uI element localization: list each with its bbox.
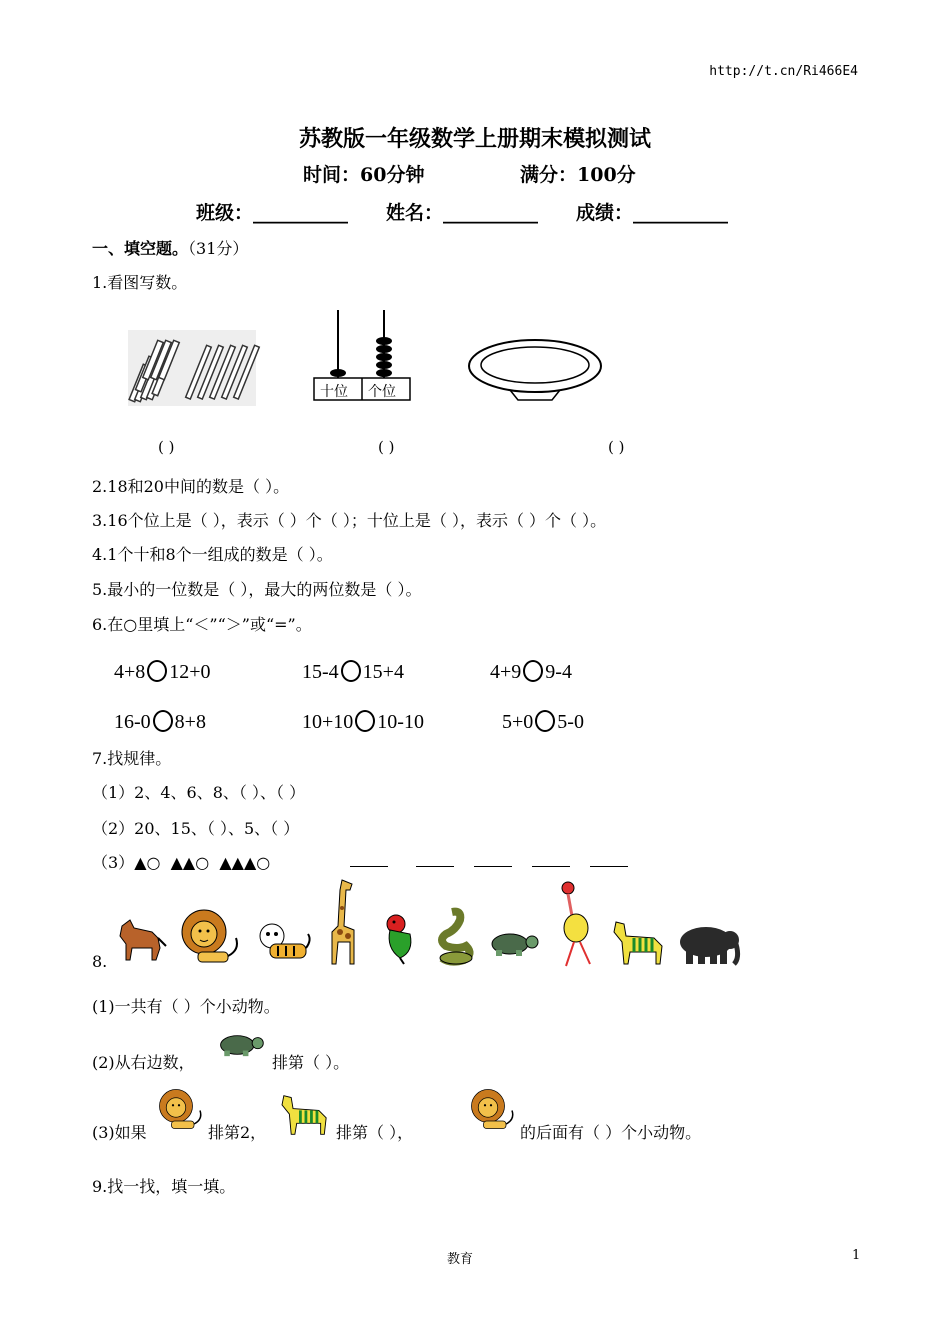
section-heading bbox=[92, 236, 248, 259]
question-8-3c: 排第（ ）， bbox=[336, 1123, 414, 1142]
compare-circle[interactable] bbox=[341, 660, 361, 682]
question-5: 5.最小的一位数是（ ），最大的两位数是（ ）。 bbox=[92, 580, 422, 599]
time-label: 时间：60分钟 bbox=[303, 164, 425, 186]
compare-item bbox=[490, 660, 572, 684]
section-points: （31分） bbox=[188, 239, 249, 258]
question-3: 3.16个位上是（ ），表示（ ）个（ ）；十位上是（ ），表示（ ）个（ ）。 bbox=[92, 511, 607, 530]
question-8-3d: 的后面有（ ）个小动物。 bbox=[520, 1123, 702, 1142]
horse-icon bbox=[112, 914, 168, 966]
question-7-1: （1）2、4、6、8、（ ）、（ ） bbox=[92, 783, 306, 802]
lion-icon bbox=[158, 1086, 206, 1132]
question-8-2a: (2)从右边数， bbox=[92, 1053, 195, 1072]
compare-circle[interactable] bbox=[153, 710, 173, 732]
compare-left: 15-4 bbox=[302, 661, 339, 683]
zebra-icon bbox=[278, 1092, 332, 1138]
pattern-blank[interactable] bbox=[590, 866, 628, 867]
compare-right: 5-0 bbox=[557, 711, 584, 733]
question-7-3 bbox=[92, 850, 270, 873]
compare-item bbox=[114, 710, 206, 734]
pattern-blank[interactable] bbox=[532, 866, 570, 867]
abacus bbox=[314, 310, 410, 402]
compare-circle[interactable] bbox=[147, 660, 167, 682]
pattern-group: ▲○ bbox=[134, 853, 161, 872]
question-1: 1.看图写数。 bbox=[92, 273, 188, 292]
giraffe-icon bbox=[318, 878, 362, 968]
pattern-blank[interactable] bbox=[474, 866, 512, 867]
elephant-icon bbox=[672, 924, 740, 966]
question-4: 4.1个十和8个一组成的数是（ ）。 bbox=[92, 545, 333, 564]
pattern-group: ▲▲▲○ bbox=[219, 853, 271, 872]
source-url: http://t.cn/Ri466E4 bbox=[709, 64, 858, 79]
compare-circle[interactable] bbox=[523, 660, 543, 682]
tiger-icon bbox=[256, 920, 312, 966]
question-2: 2.18和20中间的数是（ ）。 bbox=[92, 477, 290, 496]
compare-left: 4+8 bbox=[114, 661, 146, 683]
compare-item bbox=[502, 710, 584, 734]
compare-right: 10-10 bbox=[377, 711, 424, 733]
compare-left: 10+10 bbox=[302, 711, 354, 733]
class-field[interactable]: 班级：__________ bbox=[196, 202, 349, 224]
compare-left: 4+9 bbox=[490, 661, 522, 683]
abacus-tens-label: 十位 bbox=[320, 384, 348, 400]
section-title: 一、填空题。 bbox=[92, 239, 189, 258]
question-7-2: （2）20、15、（ ）、5、（ ） bbox=[92, 819, 300, 838]
compare-right: 8+8 bbox=[174, 711, 206, 733]
score-label: 满分：100分 bbox=[520, 164, 636, 186]
snake-icon bbox=[436, 906, 476, 966]
bird-icon bbox=[556, 880, 600, 968]
pattern-blanks[interactable] bbox=[350, 852, 630, 868]
pattern-group: ▲▲○ bbox=[170, 853, 210, 872]
question-8-1: (1)一共有（ ）个小动物。 bbox=[92, 997, 280, 1016]
compare-circle[interactable] bbox=[355, 710, 375, 732]
plate-image bbox=[466, 338, 604, 402]
pattern-blank[interactable] bbox=[350, 866, 388, 867]
turtle-icon bbox=[486, 930, 542, 958]
q1-blank-2[interactable]: ( ) bbox=[378, 438, 395, 456]
compare-right: 9-4 bbox=[545, 661, 572, 683]
question-8-3a: (3)如果 bbox=[92, 1123, 147, 1142]
lion-icon bbox=[180, 906, 244, 966]
compare-right: 12+0 bbox=[169, 661, 211, 683]
compare-left: 16-0 bbox=[114, 711, 151, 733]
question-8-2b: 排第（ ）。 bbox=[272, 1053, 350, 1072]
question-6: 6.在○里填上“＜”“＞”或“=”。 bbox=[92, 615, 312, 634]
name-field[interactable]: 姓名：__________ bbox=[386, 202, 539, 224]
compare-item bbox=[302, 710, 424, 734]
compare-item bbox=[302, 660, 404, 684]
compare-left: 5+0 bbox=[502, 711, 534, 733]
compare-circle[interactable] bbox=[535, 710, 555, 732]
zebra-icon bbox=[610, 918, 668, 968]
question-7: 7.找规律。 bbox=[92, 749, 172, 768]
lion-icon bbox=[470, 1086, 518, 1132]
parrot-icon bbox=[382, 912, 422, 964]
question-9: 9.找一找，填一填。 bbox=[92, 1177, 236, 1196]
q7-3-label: （3） bbox=[92, 853, 135, 872]
compare-right: 15+4 bbox=[362, 661, 404, 683]
page-title: 苏教版一年级数学上册期末模拟测试 bbox=[298, 126, 651, 152]
q1-blank-3[interactable]: ( ) bbox=[608, 438, 625, 456]
q1-blank-1[interactable]: ( ) bbox=[158, 438, 175, 456]
page-number: 1 bbox=[852, 1248, 861, 1263]
question-8: 8. bbox=[92, 952, 108, 971]
turtle-icon bbox=[214, 1032, 268, 1058]
footer-label: 教育 bbox=[447, 1252, 474, 1267]
sticks-image bbox=[128, 330, 256, 406]
question-8-3b: 排第2， bbox=[208, 1123, 267, 1142]
grade-field[interactable]: 成绩：__________ bbox=[576, 202, 729, 224]
pattern-blank[interactable] bbox=[416, 866, 454, 867]
abacus-ones-label: 个位 bbox=[368, 384, 396, 400]
compare-item bbox=[114, 660, 211, 684]
